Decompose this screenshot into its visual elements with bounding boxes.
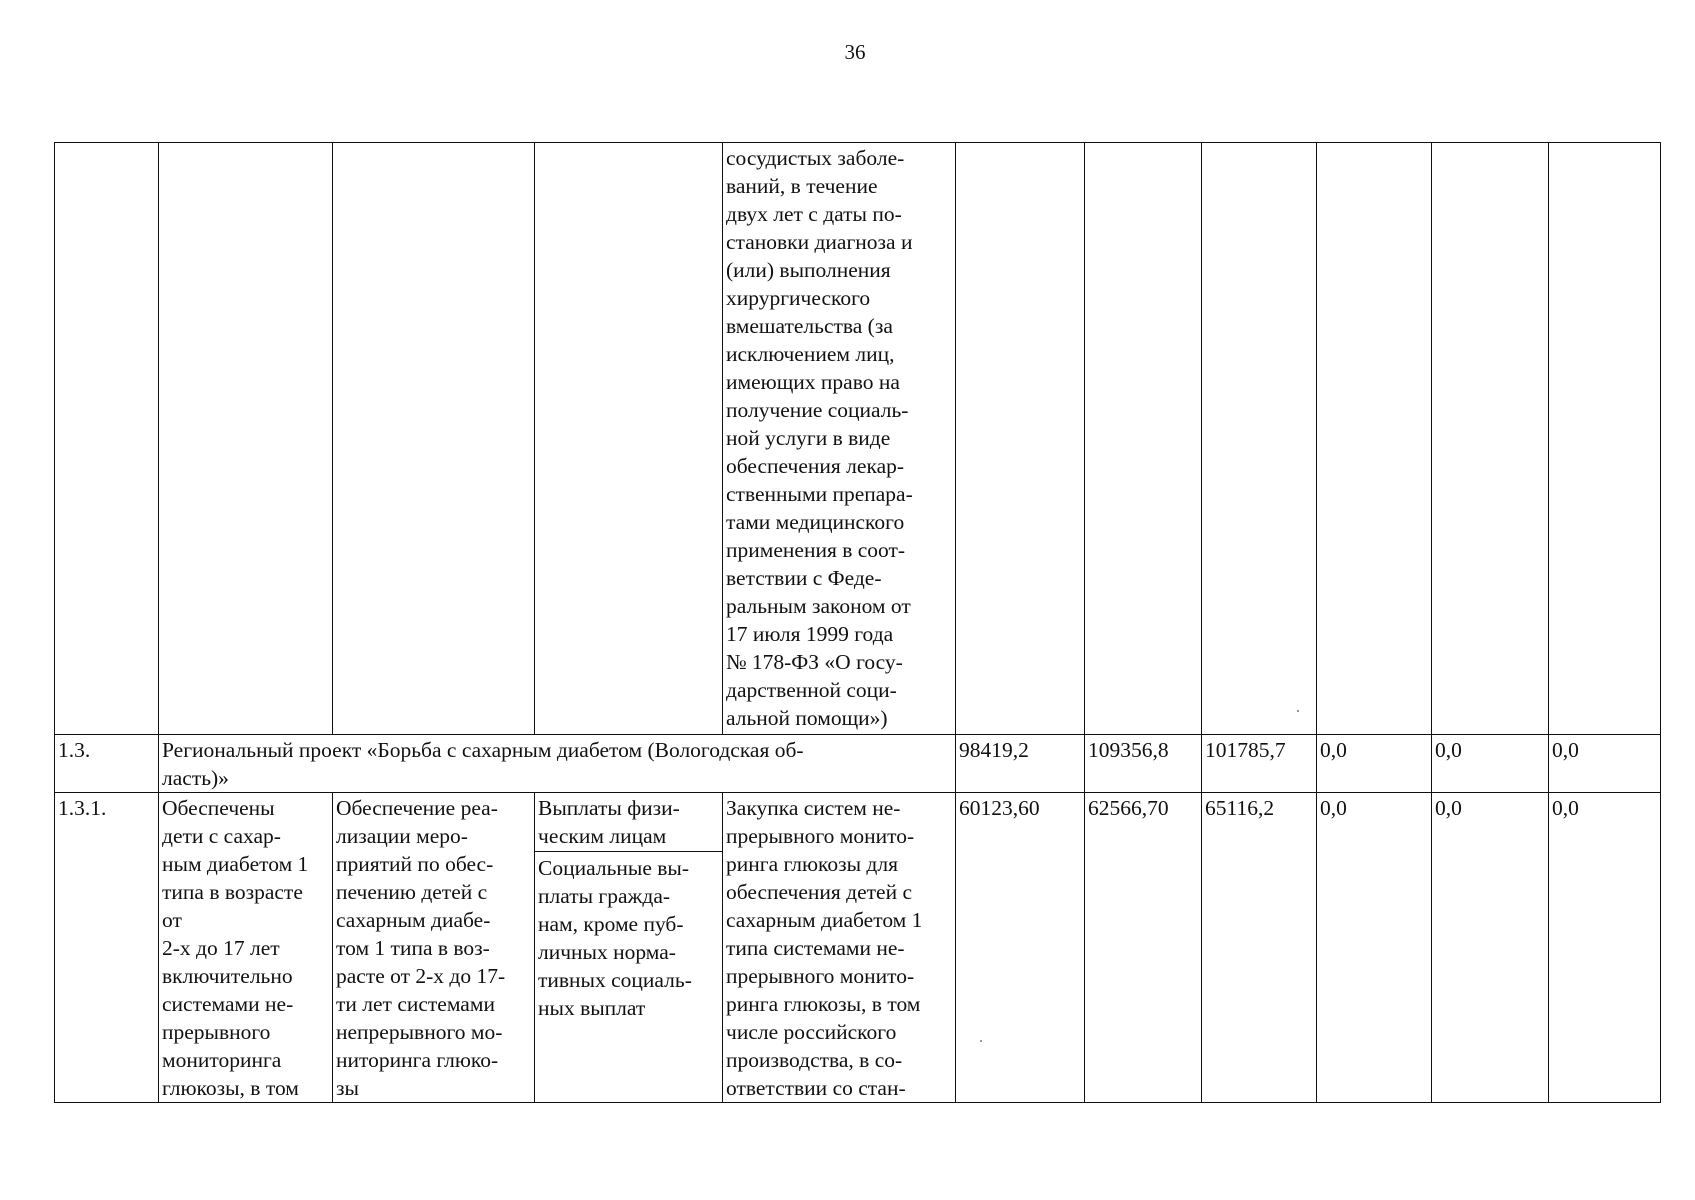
payment-type-cell xyxy=(535,793,723,1103)
value-cell: 0,0 xyxy=(1317,735,1432,793)
table-cell xyxy=(333,143,535,735)
row-number: 1.3.1. xyxy=(55,793,159,1103)
table-row-1-3-1 xyxy=(55,793,1661,1103)
table-cell xyxy=(1202,143,1317,735)
table-cell xyxy=(535,143,723,735)
project-title xyxy=(159,735,956,793)
payment-type: Выплаты физи- ческим лицам xyxy=(535,794,722,852)
project-title-text: Региональный проект «Борьба с сахарным диабетом (Вологодская об- ласть)» xyxy=(162,738,804,790)
measure-text: Обеспечение реа- лизации меро- приятий по обес- печению детей с сахарным диабе- том 1 типа в воз- расте от 2-х до 17- ти лет системами непрерывного мо- ниторинга глюко- зы xyxy=(336,796,506,1100)
value-cell: 0,0 xyxy=(1317,793,1432,1103)
value-cell: 0,0 xyxy=(1549,793,1661,1103)
page-number: 36 xyxy=(844,40,866,64)
table-cell xyxy=(1085,143,1202,735)
table-cell xyxy=(1549,143,1661,735)
row-number: 1.3. xyxy=(55,735,159,793)
value-cell: 109356,8 xyxy=(1085,735,1202,793)
value-cell: 65116,2 xyxy=(1202,793,1317,1103)
value-cell: 101785,7 xyxy=(1202,735,1317,793)
value-cell: 98419,2 xyxy=(956,735,1085,793)
table-cell xyxy=(159,143,333,735)
table-cell xyxy=(956,143,1085,735)
value-cell: 0,0 xyxy=(1432,735,1549,793)
result-text: сосудистых заболе- ваний, в течение двух лет с даты по- становки диагноза и (или) выполнения хирургического вмешательства (за исключением лиц, имеющих право на получение социаль- ной услуги в виде обеспечения лекар- ственными препара- тами медицинского применения в соот- ветствии с Феде- ральным законом от 17 июля 1999 года № 178-ФЗ «О госу- дарственной соци- альной помощи») xyxy=(726,146,913,730)
value-cell: 0,0 xyxy=(1549,735,1661,793)
description-text: Закупка систем не- прерывного монито- ринга глюкозы для обеспечения детей с сахарным диабетом 1 типа системами не- прерывного монито- ринга глюкозы, в том числе российского производства, в со- ответствии со стан- xyxy=(726,796,923,1100)
table-cell xyxy=(1317,143,1432,735)
result-text: Обеспечены дети с сахар- ным диабетом 1 типа в возрасте от 2-х до 17 лет включительно системами не- прерывного мониторинга глюкозы, в том xyxy=(162,796,309,1100)
budget-table xyxy=(54,142,1661,1103)
scan-speck xyxy=(980,1040,982,1042)
value-cell: 62566,70 xyxy=(1085,793,1202,1103)
value-cell: 60123,60 xyxy=(956,793,1085,1103)
measure-cell xyxy=(333,793,535,1103)
payment-subtype: Социальные вы- платы гражда- нам, кроме пуб- личных норма- тивных социаль- ных выплат xyxy=(538,856,692,1020)
description-cell xyxy=(723,793,956,1103)
table-cell xyxy=(55,143,159,735)
scan-speck xyxy=(1297,710,1299,712)
result-cell xyxy=(159,793,333,1103)
value-cell: 0,0 xyxy=(1432,793,1549,1103)
table-row-continuation xyxy=(55,143,1661,735)
table-cell xyxy=(1432,143,1549,735)
result-text-cell xyxy=(723,143,956,735)
table-row-1-3 xyxy=(55,735,1661,793)
